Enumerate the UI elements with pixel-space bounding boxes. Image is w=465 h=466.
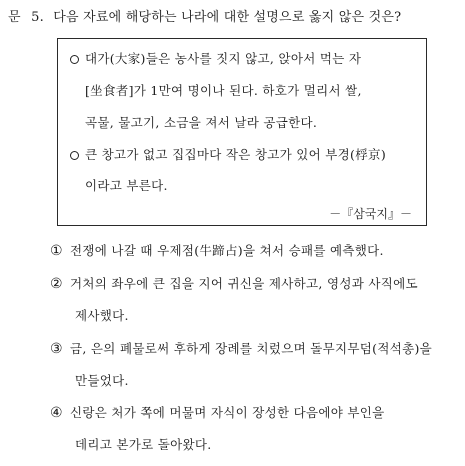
passage-line: 큰 창고가 없고 집집마다 작은 창고가 있어 부경(桴京) [85,147,386,162]
choice-4[interactable] [50,403,385,421]
choice-marker: ③ [50,341,63,357]
passage-item-1 [70,49,361,67]
question-label: 문 [8,10,21,25]
choice-1[interactable] [50,241,384,259]
passage-source: －『삼국지』－ [329,207,412,221]
passage-line: 대가(大家)들은 농사를 짓지 않고, 앉아서 먹는 자 [85,51,362,66]
question-number: 5. [31,10,44,25]
passage-line-cont: [坐食者]가 1만여 명이나 된다. 하호가 멀리서 쌀, [85,83,362,98]
choice-4-cont: 데리고 본가로 돌아왔다. [75,437,212,452]
passage-line-cont: 이라고 부른다. [85,178,168,193]
choice-marker: ① [50,243,63,259]
choice-marker: ④ [50,405,63,421]
choice-3-cont: 만들었다. [75,373,129,388]
source-passage-box [57,38,427,226]
choice-2[interactable] [50,274,418,292]
question-stem [8,6,401,25]
circle-bullet-icon [70,55,79,64]
question-text: 다음 자료에 해당하는 나라에 대한 설명으로 옳지 않은 것은? [53,10,402,25]
circle-bullet-icon [70,151,79,160]
passage-line-cont: 곡물, 물고기, 소금을 져서 날라 공급한다. [85,115,318,130]
passage-item-2 [70,145,386,163]
choice-marker: ② [50,276,63,292]
choice-text: 전쟁에 나갈 때 우제점(牛蹄占)을 쳐서 승패를 예측했다. [70,243,384,258]
choice-text: 거처의 좌우에 큰 집을 지어 귀신을 제사하고, 영성과 사직에도 [70,276,418,291]
choice-text: 신랑은 처가 쪽에 머물며 자식이 장성한 다음에야 부인을 [70,405,385,420]
choice-3[interactable] [50,339,432,357]
choice-2-cont: 제사했다. [75,308,129,323]
choice-text: 금, 은의 폐물로써 후하게 장례를 치렀으며 돌무지무덤(적석총)을 [70,341,433,356]
